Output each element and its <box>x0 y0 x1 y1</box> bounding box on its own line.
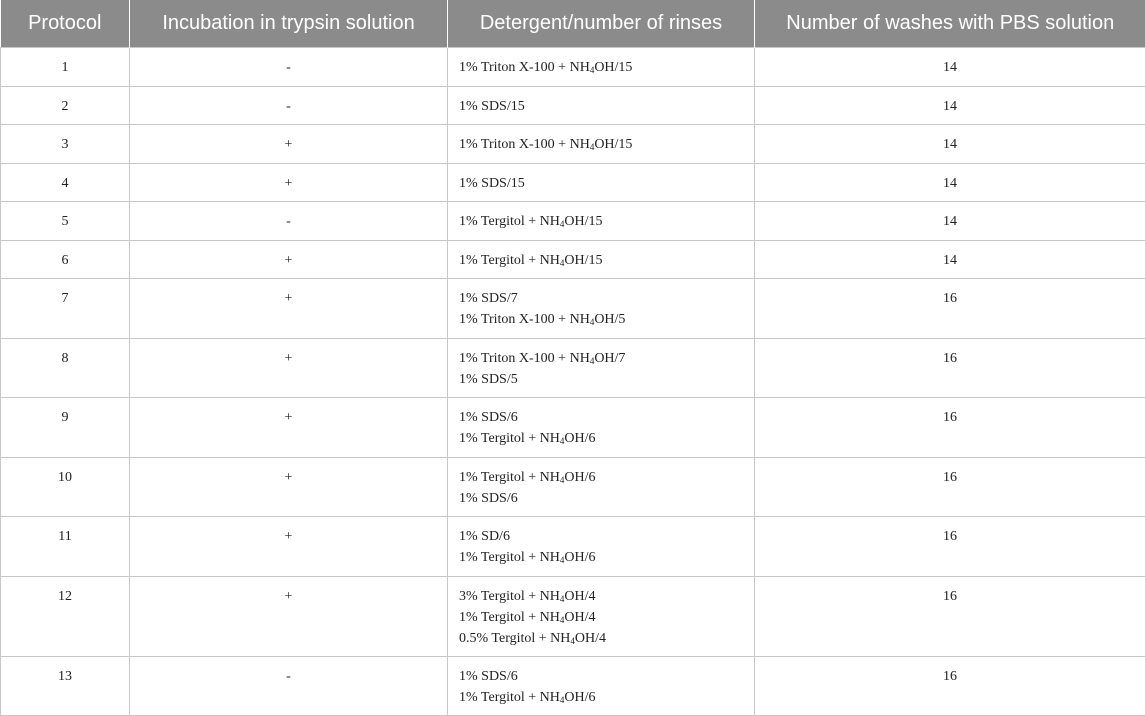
washes-cell: 14 <box>755 125 1145 164</box>
detergent-cell <box>448 398 755 458</box>
detergent-cell <box>448 656 755 716</box>
detergent-text: 1% Triton X-100 + NH <box>459 137 590 152</box>
detergent-cell <box>448 48 755 87</box>
detergent-line <box>459 547 746 568</box>
detergent-line <box>459 488 746 509</box>
detergent-text: OH/4 <box>564 589 595 604</box>
subscript: 4 <box>560 555 565 565</box>
table-row <box>1 279 1145 339</box>
detergent-text: 1% Triton X-100 + NH <box>459 60 590 75</box>
protocol-cell: 8 <box>1 338 130 398</box>
detergent-cell <box>448 202 755 241</box>
detergent-text: OH/6 <box>564 550 595 565</box>
detergent-text: 1% Tergitol + NH <box>459 550 560 565</box>
protocol-cell: 3 <box>1 125 130 164</box>
detergent-line <box>459 211 746 232</box>
trypsin-cell: + <box>130 398 448 458</box>
detergent-cell <box>448 125 755 164</box>
header-detergent-rinses: Detergent/number of rinses <box>448 0 755 48</box>
detergent-text: 1% SDS/7 <box>459 291 518 306</box>
washes-cell: 16 <box>755 457 1145 517</box>
trypsin-cell: + <box>130 338 448 398</box>
detergent-cell <box>448 240 755 279</box>
protocol-cell: 2 <box>1 86 130 125</box>
washes-cell: 16 <box>755 338 1145 398</box>
trypsin-cell: - <box>130 48 448 87</box>
protocol-cell: 5 <box>1 202 130 241</box>
trypsin-cell: - <box>130 86 448 125</box>
detergent-text: 1% SDS/15 <box>459 176 525 191</box>
table-row <box>1 240 1145 279</box>
detergent-line <box>459 586 746 607</box>
detergent-line <box>459 309 746 330</box>
subscript: 4 <box>560 258 565 268</box>
detergent-text: OH/4 <box>564 610 595 625</box>
washes-cell: 16 <box>755 279 1145 339</box>
header-row <box>1 0 1145 48</box>
table-row <box>1 517 1145 577</box>
detergent-text: OH/15 <box>564 253 602 268</box>
detergent-text: 1% Triton X-100 + NH <box>459 351 590 366</box>
detergent-cell <box>448 86 755 125</box>
trypsin-cell: + <box>130 457 448 517</box>
subscript: 4 <box>590 356 595 366</box>
trypsin-cell: + <box>130 576 448 656</box>
table-row <box>1 125 1145 164</box>
table-row <box>1 398 1145 458</box>
washes-cell: 14 <box>755 163 1145 202</box>
subscript: 4 <box>590 142 595 152</box>
washes-cell: 14 <box>755 240 1145 279</box>
detergent-line <box>459 250 746 271</box>
trypsin-cell: + <box>130 517 448 577</box>
detergent-cell <box>448 163 755 202</box>
detergent-cell <box>448 576 755 656</box>
detergent-line <box>459 526 746 547</box>
table-row <box>1 338 1145 398</box>
subscript: 4 <box>560 594 565 604</box>
washes-cell: 16 <box>755 576 1145 656</box>
protocol-cell: 11 <box>1 517 130 577</box>
detergent-line <box>459 369 746 390</box>
detergent-text: OH/6 <box>564 690 595 705</box>
detergent-text: 1% SDS/6 <box>459 410 518 425</box>
protocol-cell: 13 <box>1 656 130 716</box>
header-protocol: Protocol <box>1 0 130 48</box>
washes-cell: 16 <box>755 398 1145 458</box>
detergent-text: 1% SD/6 <box>459 529 510 544</box>
protocol-cell: 12 <box>1 576 130 656</box>
subscript: 4 <box>560 615 565 625</box>
washes-cell: 16 <box>755 517 1145 577</box>
detergent-text: 1% SDS/5 <box>459 372 518 387</box>
table-row <box>1 202 1145 241</box>
detergent-line <box>459 666 746 687</box>
washes-cell: 14 <box>755 86 1145 125</box>
detergent-text: 1% Tergitol + NH <box>459 431 560 446</box>
header-pbs-washes: Number of washes with PBS solution <box>755 0 1145 48</box>
protocol-cell: 7 <box>1 279 130 339</box>
detergent-line <box>459 134 746 155</box>
detergent-cell <box>448 517 755 577</box>
table-row <box>1 576 1145 656</box>
detergent-line <box>459 407 746 428</box>
washes-cell: 14 <box>755 202 1145 241</box>
detergent-text: OH/15 <box>594 60 632 75</box>
subscript: 4 <box>590 65 595 75</box>
subscript: 4 <box>560 475 565 485</box>
trypsin-cell: + <box>130 240 448 279</box>
detergent-text: 1% Tergitol + NH <box>459 214 560 229</box>
detergent-line <box>459 57 746 78</box>
detergent-text: OH/15 <box>564 214 602 229</box>
detergent-line <box>459 288 746 309</box>
detergent-text: OH/5 <box>594 312 625 327</box>
table-row <box>1 86 1145 125</box>
detergent-text: 1% Tergitol + NH <box>459 610 560 625</box>
detergent-line <box>459 173 746 194</box>
detergent-text: 1% Tergitol + NH <box>459 690 560 705</box>
protocol-cell: 6 <box>1 240 130 279</box>
protocol-cell: 10 <box>1 457 130 517</box>
trypsin-cell: + <box>130 279 448 339</box>
detergent-text: 3% Tergitol + NH <box>459 589 560 604</box>
detergent-text: OH/7 <box>594 351 625 366</box>
detergent-text: 1% SDS/6 <box>459 669 518 684</box>
detergent-text: 1% Tergitol + NH <box>459 253 560 268</box>
table-row <box>1 163 1145 202</box>
subscript: 4 <box>560 436 565 446</box>
detergent-line <box>459 467 746 488</box>
detergent-line <box>459 348 746 369</box>
table-row <box>1 656 1145 716</box>
washes-cell: 14 <box>755 48 1145 87</box>
detergent-line <box>459 96 746 117</box>
subscript: 4 <box>560 695 565 705</box>
table-row <box>1 48 1145 87</box>
subscript: 4 <box>560 219 565 229</box>
detergent-text: 1% SDS/15 <box>459 99 525 114</box>
protocol-cell: 4 <box>1 163 130 202</box>
detergent-text: 1% Tergitol + NH <box>459 470 560 485</box>
trypsin-cell: + <box>130 163 448 202</box>
detergent-line <box>459 428 746 449</box>
washes-cell: 16 <box>755 656 1145 716</box>
detergent-line <box>459 687 746 708</box>
detergent-text: 1% Triton X-100 + NH <box>459 312 590 327</box>
header-trypsin-incubation: Incubation in trypsin solution <box>130 0 448 48</box>
detergent-text: 0.5% Tergitol + NH <box>459 631 570 646</box>
trypsin-cell: - <box>130 202 448 241</box>
detergent-text: OH/6 <box>564 431 595 446</box>
subscript: 4 <box>590 317 595 327</box>
table-body <box>1 48 1145 716</box>
detergent-text: OH/6 <box>564 470 595 485</box>
table-row <box>1 457 1145 517</box>
trypsin-cell: + <box>130 125 448 164</box>
detergent-cell <box>448 457 755 517</box>
protocol-cell: 9 <box>1 398 130 458</box>
protocol-cell: 1 <box>1 48 130 87</box>
subscript: 4 <box>570 636 575 646</box>
trypsin-cell: - <box>130 656 448 716</box>
detergent-line <box>459 628 746 649</box>
detergent-cell <box>448 279 755 339</box>
detergent-line <box>459 607 746 628</box>
detergent-text: 1% SDS/6 <box>459 491 518 506</box>
detergent-text: OH/4 <box>575 631 606 646</box>
detergent-cell <box>448 338 755 398</box>
detergent-text: OH/15 <box>594 137 632 152</box>
